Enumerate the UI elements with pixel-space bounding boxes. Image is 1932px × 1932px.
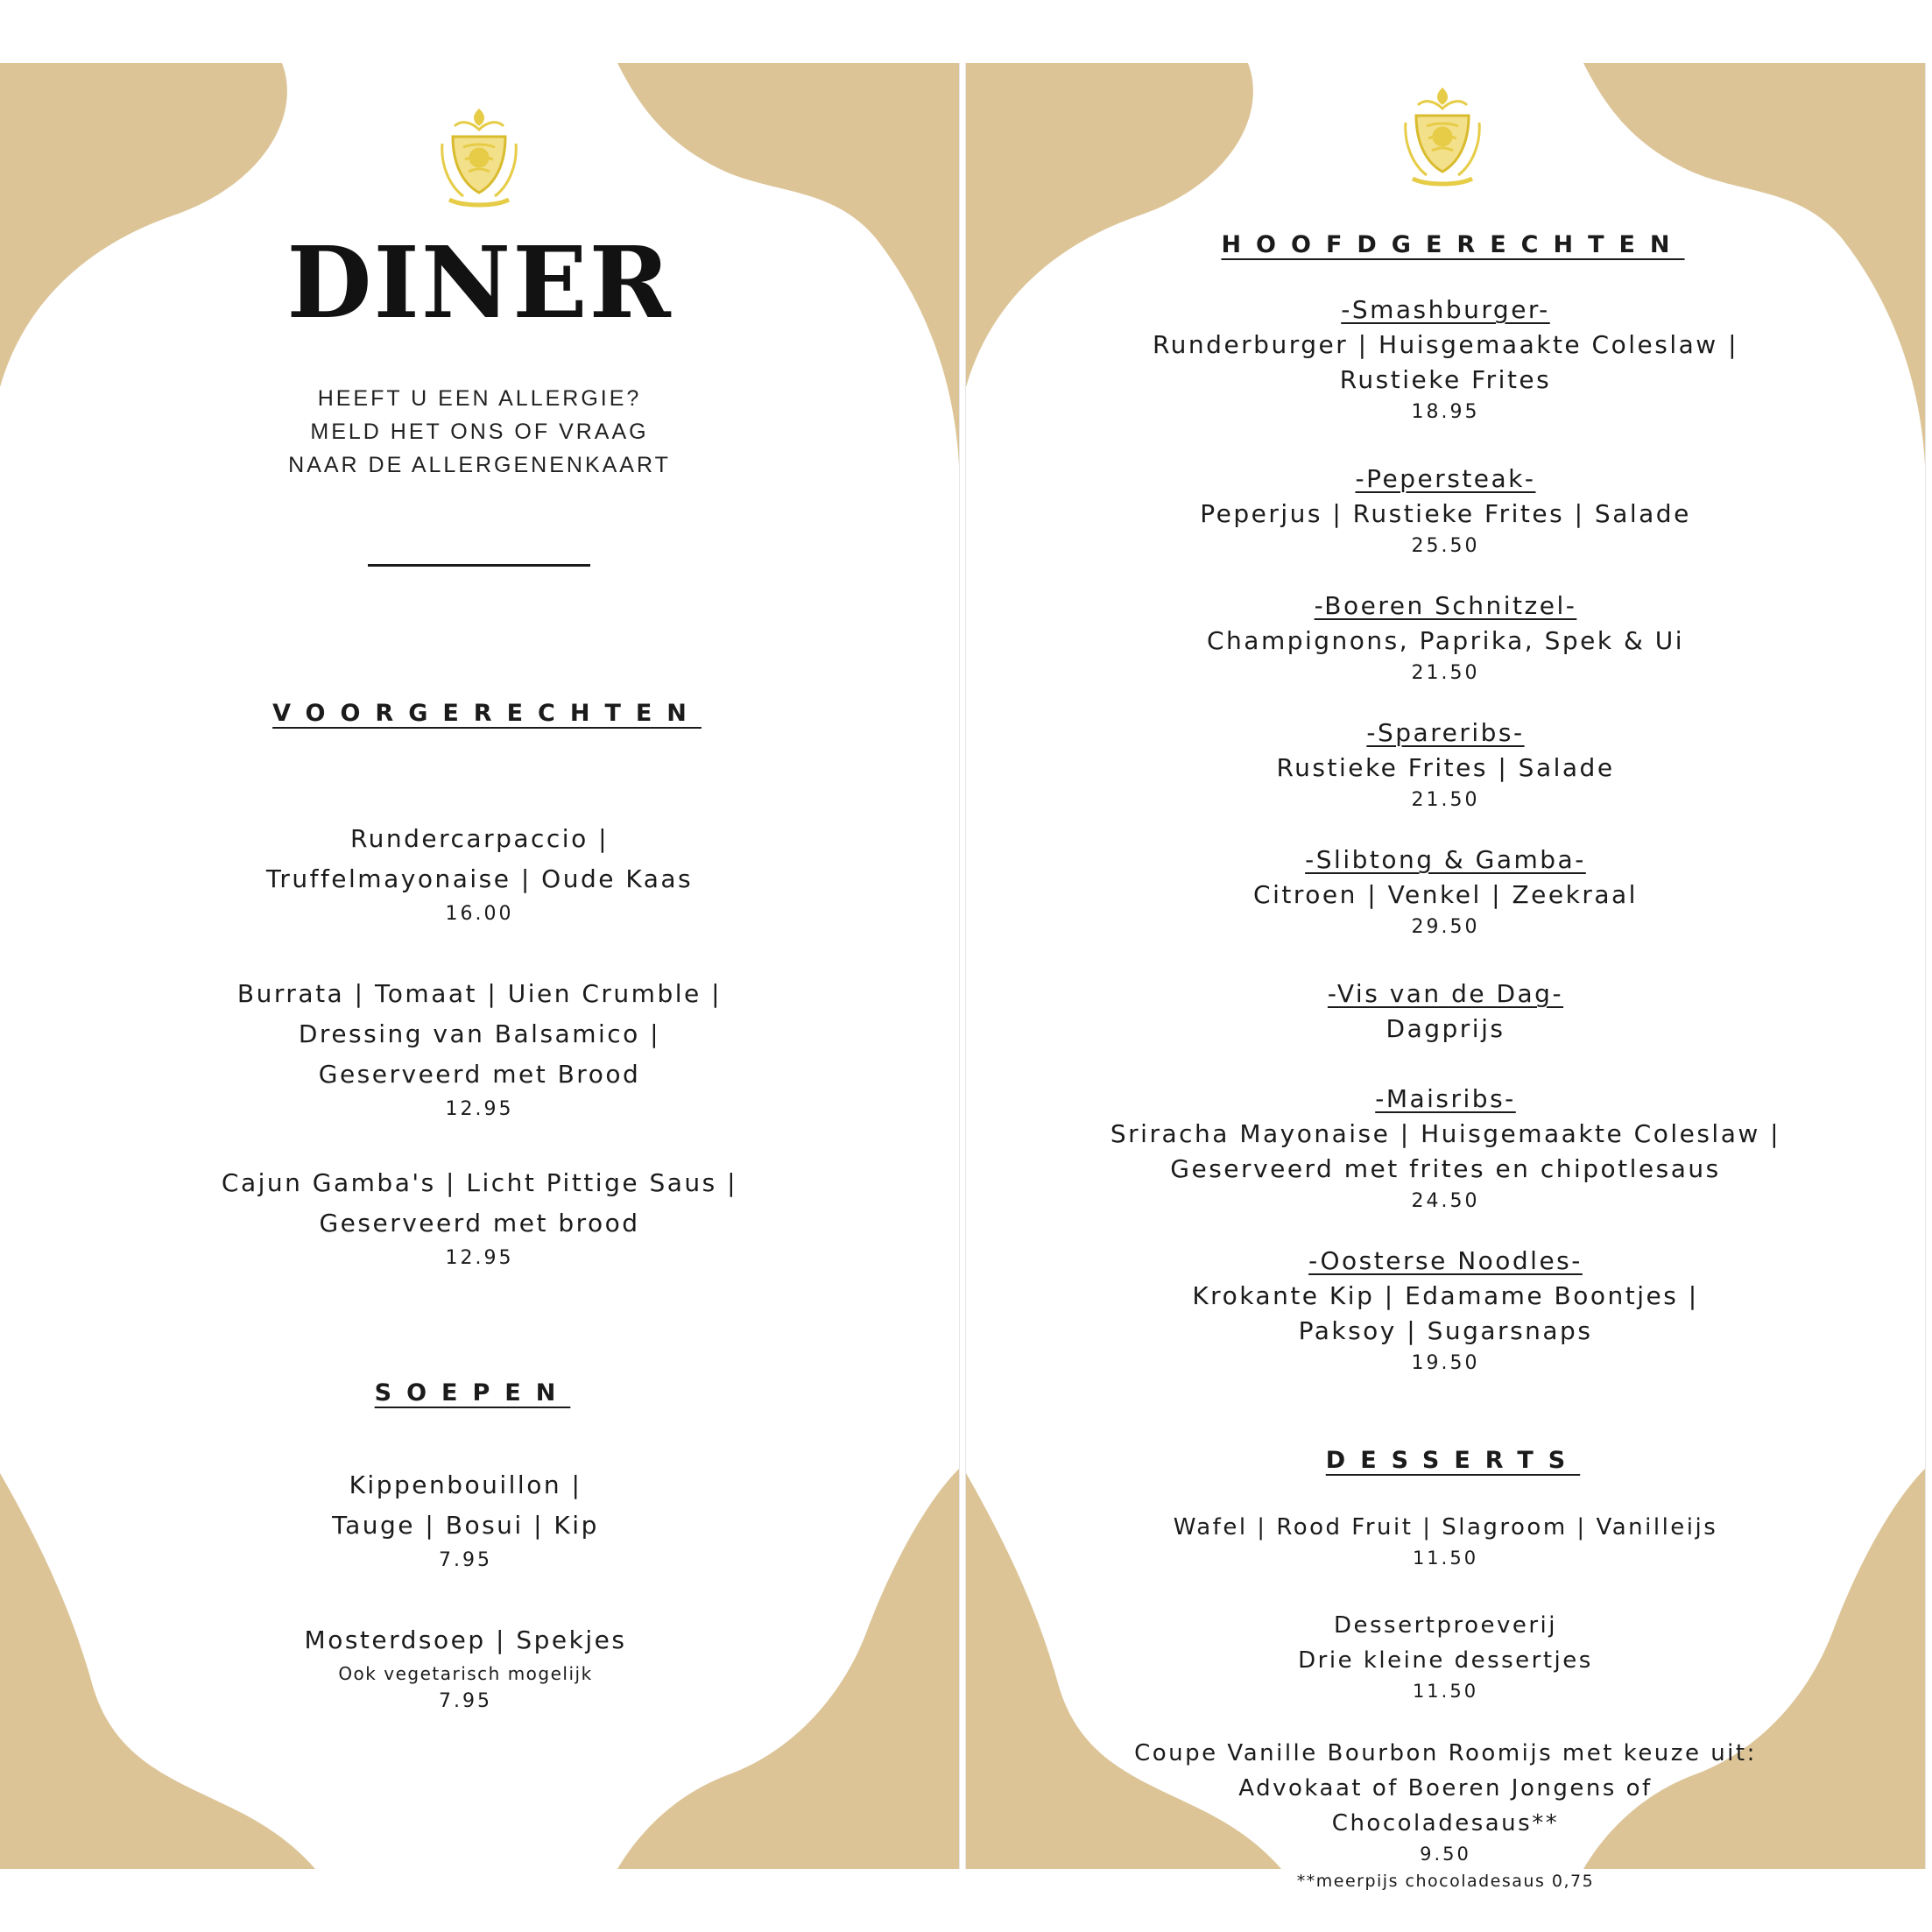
menu-page-left (0, 63, 960, 1869)
item-description: Dressing van Balsamico | (298, 1019, 661, 1048)
item-description: Tauge | Bosui | Kip (332, 1511, 599, 1540)
item-description: Wafel | Rood Fruit | Slagroom | Vanilleijs (1173, 1514, 1718, 1541)
item-price: 12.95 (445, 1247, 514, 1269)
item-description: Geserveerd met brood (319, 1209, 640, 1237)
item-description: Peperjus | Rustieke Frites | Salade (1200, 499, 1691, 528)
menu-item (0, 1163, 959, 1273)
section-heading-soepen: SOEPEN (374, 1379, 571, 1407)
item-price: 7.95 (439, 1549, 492, 1571)
menu-item (966, 1736, 1925, 1894)
menu-item (966, 977, 1925, 1047)
item-description: Drie kleine dessertjes (1298, 1647, 1593, 1674)
item-description: Rustieke Frites (1339, 365, 1552, 394)
menu-item (0, 1620, 945, 1717)
menu-page-right (965, 63, 1926, 1891)
menu-item (966, 589, 1925, 688)
menu-item (966, 1244, 1925, 1378)
item-description: Chocoladesaus** (1331, 1810, 1560, 1837)
item-price: 18.95 (1411, 401, 1480, 423)
item-name: -Slibtong & Gamba- (1305, 845, 1586, 874)
item-description: Truffelmayonaise | Oude Kaas (265, 864, 694, 893)
item-description: Dagprijs (1386, 1014, 1505, 1043)
item-description: Paksoy | Sugarsnaps (1298, 1316, 1593, 1345)
allergy-line: NAAR DE ALLERGENENKAART (288, 453, 671, 477)
menu-item (966, 293, 1925, 427)
item-price: 11.50 (1412, 1681, 1479, 1702)
item-name: -Vis van de Dag- (1327, 979, 1564, 1008)
menu-item (966, 843, 1925, 942)
item-name: -Boeren Schnitzel- (1314, 591, 1577, 620)
item-description: Kippenbouillon | (349, 1470, 582, 1499)
item-price: 25.50 (1411, 535, 1480, 557)
menu-item (966, 716, 1925, 815)
section-heading-hoofdgerechten: HOOFDGERECHTEN (1221, 231, 1685, 258)
allergy-line: HEEFT U EEN ALLERGIE? (317, 386, 642, 411)
item-price: 9.50 (1420, 1844, 1471, 1865)
item-name: -Smashburger- (1341, 295, 1550, 324)
item-description: Burrata | Tomaat | Uien Crumble | (236, 979, 723, 1008)
menu-item (966, 1082, 1925, 1216)
item-name: -Oosterse Noodles- (1308, 1246, 1583, 1275)
menu-item (966, 1510, 1925, 1572)
item-name: -Pepersteak- (1355, 464, 1536, 493)
menu-item (0, 819, 959, 929)
item-price: 21.50 (1411, 662, 1480, 684)
item-description: Krokante Kip | Edamame Boontjes | (1192, 1281, 1699, 1310)
item-note: **meerpijs chocoladesaus 0,75 (1296, 1872, 1595, 1891)
item-price: 12.95 (445, 1098, 514, 1120)
item-description: Sriracha Mayonaise | Huisgemaakte Coleslaw | (1110, 1119, 1781, 1148)
item-description: Geserveerd met frites en chipotlesaus (1170, 1154, 1721, 1183)
item-description: Advokaat of Boeren Jongens of (1238, 1775, 1653, 1802)
allergy-notice (0, 382, 959, 482)
allergy-line: MELD HET ONS OF VRAAG (310, 420, 649, 444)
section-heading-voorgerechten: VOORGERECHTEN (272, 700, 702, 727)
menu-item (966, 1608, 1925, 1705)
item-description: Rundercarpaccio | (349, 824, 610, 853)
item-description: Cajun Gamba's | Licht Pittige Saus | (221, 1168, 738, 1197)
section-heading-desserts: DESSERTS (1325, 1447, 1581, 1474)
menu-item (0, 1465, 945, 1576)
item-name: -Maisribs- (1375, 1084, 1516, 1113)
item-price: 16.00 (445, 903, 514, 925)
item-description: Coupe Vanille Bourbon Roomijs met keuze uit: (1134, 1740, 1757, 1766)
item-price: 7.95 (439, 1690, 492, 1712)
item-description: Citroen | Venkel | Zeekraal (1253, 880, 1638, 909)
item-price: 29.50 (1411, 916, 1480, 938)
divider-line (368, 564, 590, 567)
item-description: Rustieke Frites | Salade (1276, 753, 1615, 782)
item-name: -Spareribs- (1366, 718, 1525, 747)
item-description: Runderburger | Huisgemaakte Coleslaw | (1152, 330, 1738, 359)
item-price: 21.50 (1411, 789, 1480, 811)
item-description: Dessertproeverij (1333, 1612, 1558, 1639)
item-description: Mosterdsoep | Spekjes (304, 1625, 627, 1654)
item-note: Ook vegetarisch mogelijk (338, 1663, 593, 1684)
item-description: Champignons, Paprika, Spek & Ui (1207, 626, 1684, 655)
menu-title: DINER (286, 226, 673, 341)
item-price: 19.50 (1411, 1352, 1480, 1374)
menu-item (966, 462, 1925, 561)
item-description: Geserveerd met Brood (318, 1060, 641, 1089)
item-price: 11.50 (1412, 1548, 1479, 1569)
menu-item (0, 974, 959, 1125)
item-price: 24.50 (1411, 1190, 1480, 1212)
